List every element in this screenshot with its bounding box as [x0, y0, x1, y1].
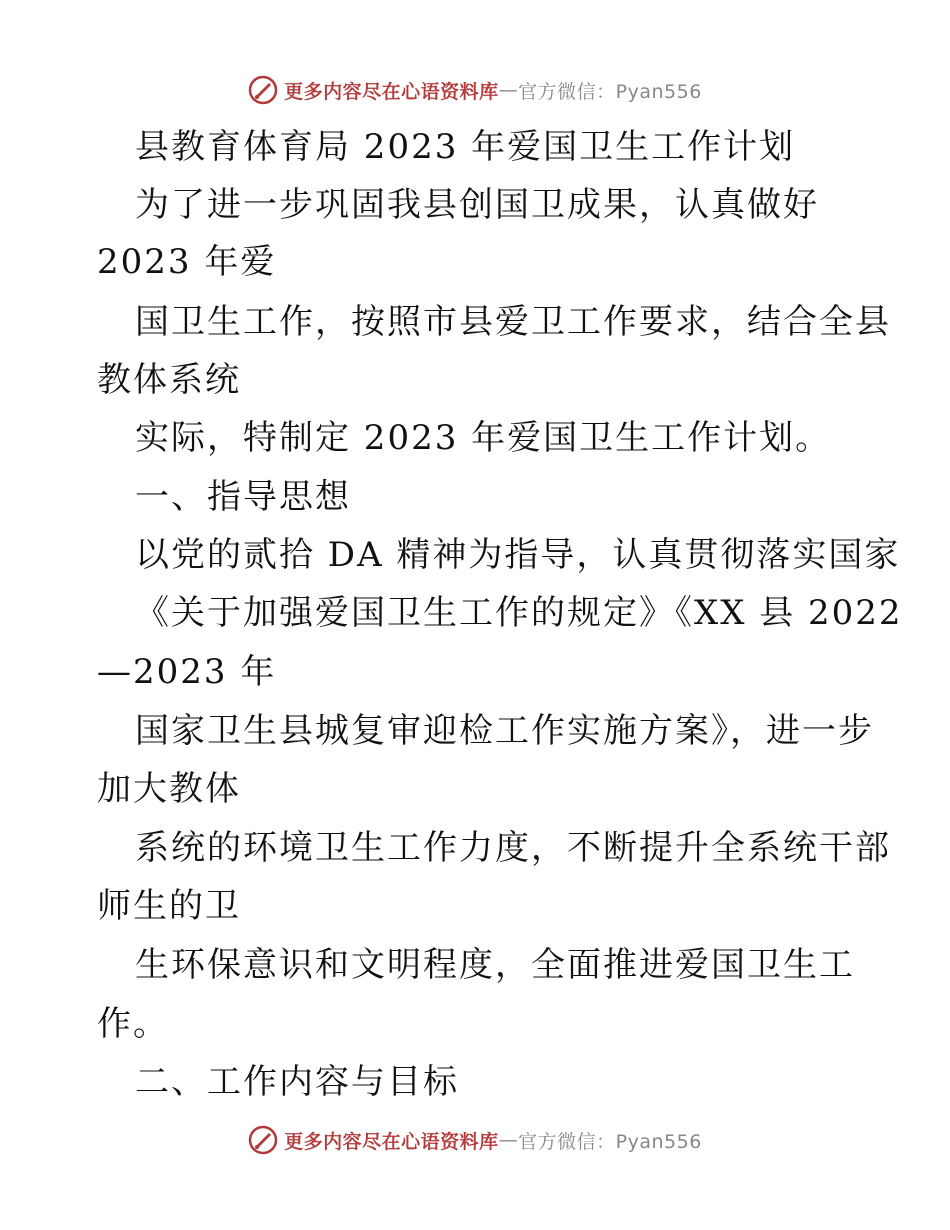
paragraph-line: 师生的卫	[97, 886, 241, 926]
paragraph-line: 国卫生工作，按照市县爱卫工作要求，结合全县	[135, 302, 891, 342]
watermark-dash: —	[498, 1129, 519, 1151]
paragraph-line: 加大教体	[97, 769, 241, 809]
watermark-dash: —	[498, 79, 519, 101]
paragraph-line: 以党的贰拾 DA 精神为指导，认真贯彻落实国家	[135, 535, 901, 575]
paragraph-line: —2023 年	[97, 652, 277, 692]
paragraph-line: 系统的环境卫生工作力度，不断提升全系统干部	[135, 828, 891, 868]
section-heading: 二、工作内容与目标	[135, 1062, 459, 1102]
watermark-wechat-text: 官方微信：Pyan556	[518, 80, 702, 103]
section-heading: 一、指导思想	[135, 477, 351, 517]
brush-logo-icon	[248, 75, 278, 105]
paragraph-line: 国家卫生县城复审迎检工作实施方案》，进一步	[135, 711, 874, 751]
paragraph-line: 实际，特制定 2023 年爱国卫生工作计划。	[135, 418, 832, 458]
paragraph-line: 为了进一步巩固我县创国卫成果，认真做好	[135, 185, 819, 225]
watermark-site-text: 更多内容尽在心语资料库	[284, 80, 499, 103]
watermark-footer	[0, 1120, 950, 1160]
paragraph-line: 作。	[97, 1004, 169, 1044]
paragraph-line: 《关于加强爱国卫生工作的规定》《XX 县 2022	[135, 593, 903, 633]
paragraph-line: 教体系统	[97, 360, 241, 400]
watermark-site-text: 更多内容尽在心语资料库	[284, 1130, 499, 1153]
brush-logo-icon	[248, 1125, 278, 1155]
paragraph-line: 生环保意识和文明程度，全面推进爱国卫生工	[135, 945, 855, 985]
document-title: 县教育体育局 2023 年爱国卫生工作计划	[135, 127, 796, 167]
watermark-header	[0, 70, 950, 110]
paragraph-line: 2023 年爱	[97, 242, 277, 282]
watermark-wechat-text: 官方微信：Pyan556	[518, 1130, 702, 1153]
